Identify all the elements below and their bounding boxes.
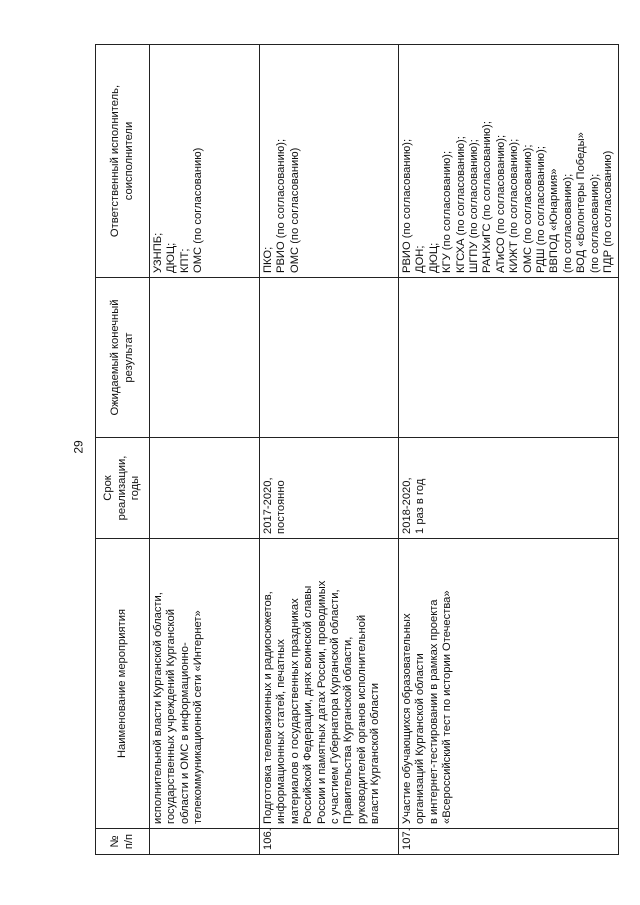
table-header-row [96, 45, 150, 855]
row-name-line: материалов о государственных праздниках [288, 598, 301, 824]
row-name-line: России и памятных датах России, проводимых [315, 580, 328, 824]
row-executor [260, 45, 399, 278]
row-name-line: Участие обучающихся образовательных [401, 613, 413, 824]
row-name [399, 539, 619, 829]
row-name-line: государственных учреждений Курганской [165, 609, 178, 824]
row-term-line: 1 раз в год [414, 478, 427, 534]
row-executor-line: ДЮЦ; [427, 242, 440, 273]
header-name: Наименование мероприятия [96, 539, 150, 829]
row-result [260, 278, 399, 438]
row-name-line: телекоммуникационной сети «Интернет» [192, 610, 205, 824]
row-term-line: 2018-2020, [401, 477, 413, 534]
row-name-line: в интернет-тестировании в рамках проекта [427, 599, 440, 824]
row-name-line: «Всероссийский тест по истории Отечества» [441, 590, 454, 824]
page-number: 29 [71, 440, 86, 454]
header-term: Срок реализации, годы [96, 438, 150, 539]
row-name-line: власти Курганской области [369, 683, 382, 824]
rotated-table-wrapper [95, 45, 615, 855]
header-result: Ожидаемый конечный результат [96, 278, 150, 438]
row-executor-line: ОМС (по согласованию) [288, 147, 301, 273]
row-executor-line: КПТ; [178, 248, 191, 273]
row-executor-line: ШГПУ (по согласованию); [468, 139, 481, 273]
row-executor-line: УЗНПБ; [152, 232, 164, 273]
row-name [260, 539, 399, 829]
row-executor-line: РДШ (по согласованию); [535, 146, 548, 273]
row-executor-line: ДЮЦ; [165, 242, 178, 273]
row-name-line: организаций Курганской области [414, 653, 427, 824]
header-executor: Ответственный исполнитель, соисполнители [96, 45, 150, 278]
row-executor [399, 45, 619, 278]
row-term [260, 438, 399, 539]
row-executor-line: (по согласованию); [588, 173, 601, 273]
row-name-line: с участием Губернатора Курганской области, [329, 589, 342, 824]
row-name-line: исполнительной власти Курганской области, [152, 592, 164, 824]
row-num: 107. [399, 829, 619, 855]
row-num: 106. [260, 829, 399, 855]
row-executor-line: РАНХиГС (по согласованию); [481, 121, 494, 273]
row-executor-line: (по согласованию); [561, 173, 574, 273]
row-name-line: Подготовка телевизионных и радиосюжетов, [262, 591, 274, 824]
row-executor-line: РВИО (по согласованию); [401, 138, 413, 273]
row-executor-line: ВВПОД «Юнармия» [548, 168, 561, 273]
row-executor-line: ДОН; [414, 245, 427, 273]
row-term [399, 438, 619, 539]
row-name [150, 539, 260, 829]
table-row [260, 45, 399, 855]
row-executor-line: АТиСО (по согласованию); [494, 134, 507, 273]
row-executor-line: ПДР (по согласованию) [602, 150, 615, 273]
table-row [399, 45, 619, 855]
row-executor-line: КГСХА (по согласованию); [454, 136, 467, 273]
row-executor [150, 45, 260, 278]
row-num [150, 829, 260, 855]
row-result [150, 278, 260, 438]
row-term-line: 2017-2020, [262, 477, 274, 534]
table-row [150, 45, 260, 855]
row-name-line: Правительства Курганской области, [342, 636, 355, 824]
row-name-line: Российской Федерации, днях воинской славы [302, 585, 315, 824]
row-executor-line: КГУ (по согласованию); [441, 150, 454, 273]
row-executor-line: ПКО; [262, 246, 274, 273]
row-term-line: постоянно [275, 480, 288, 534]
row-executor-line: ВОД «Волонтеры Победы» [575, 132, 588, 273]
row-name-line: информационных статей, печатных [275, 639, 288, 824]
row-executor-line: РВИО (по согласованию); [275, 138, 288, 273]
row-term [150, 438, 260, 539]
header-num: № п/п [96, 829, 150, 855]
row-name-line: руководителей органов исполнительной [355, 614, 368, 824]
row-executor-line: ОМС (по согласованию) [192, 147, 205, 273]
row-name-line: области и ОМС в информационно- [178, 642, 191, 824]
row-executor-line: ОМС (по согласованию); [521, 144, 534, 273]
plan-table [95, 44, 619, 855]
row-result [399, 278, 619, 438]
row-executor-line: КИЖТ (по согласованию); [508, 138, 521, 273]
